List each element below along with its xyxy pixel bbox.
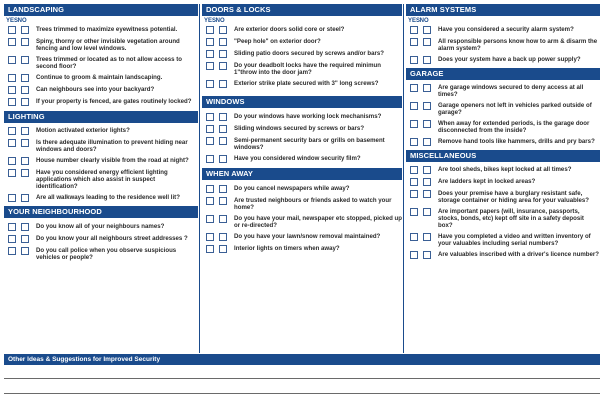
- yes-checkbox[interactable]: [206, 125, 214, 133]
- yes-checkbox[interactable]: [206, 155, 214, 163]
- checklist-question: Does your premise have a burglary resistant safe, storage container or hiding area for your valuables?: [438, 190, 590, 204]
- yes-checkbox[interactable]: [410, 138, 418, 146]
- yes-checkbox[interactable]: [410, 56, 418, 64]
- checklist-question: Have you considered window security film?: [234, 155, 361, 162]
- yes-checkbox[interactable]: [8, 98, 16, 106]
- yes-no-header: YES NO: [408, 18, 429, 24]
- checklist-question: Can neighbours see into your backyard?: [36, 86, 155, 93]
- checklist-question: Do your deadbolt locks have the required minimun 1"throw into the door jam?: [234, 62, 381, 76]
- checklist-question: Do you have your mail, newspaper etc stopped, picked up or re-directed?: [234, 215, 402, 229]
- checklist-question: House number clearly visible from the road at night?: [36, 157, 189, 164]
- yes-checkbox[interactable]: [206, 245, 214, 253]
- yes-checkbox[interactable]: [410, 208, 418, 216]
- checklist-item: [4, 157, 198, 165]
- checklist-when-away: [202, 185, 402, 253]
- checklist-item: [202, 245, 402, 253]
- checklist-question: Does your system have a back up power supply?: [438, 56, 581, 63]
- yes-checkbox[interactable]: [206, 62, 214, 70]
- section-header-windows: WINDOWS: [202, 96, 402, 108]
- yes-checkbox[interactable]: [206, 215, 214, 223]
- checklist-question: Trees trimmed or located as to not allow access to second floor?: [36, 56, 182, 70]
- no-checkbox[interactable]: [219, 125, 227, 133]
- checklist-item: [406, 26, 600, 34]
- no-checkbox[interactable]: [21, 223, 29, 231]
- column-right: [406, 4, 600, 263]
- checklist-item: [4, 38, 198, 52]
- checklist-question: Interior lights on timers when away?: [234, 245, 340, 252]
- section-header-miscellaneous: MISCELLANEOUS: [406, 150, 600, 162]
- checklist-item: [4, 247, 198, 261]
- no-checkbox[interactable]: [21, 98, 29, 106]
- checklist-garage: [406, 84, 600, 146]
- checklist-question: Have you considered energy efficient lighting applications which also assist in suspect identification?: [36, 169, 168, 190]
- checklist-item: [4, 56, 198, 70]
- no-checkbox[interactable]: [219, 137, 227, 145]
- no-checkbox[interactable]: [423, 120, 431, 128]
- checklist-question: Trees trimmed to maximize eyewitness potential.: [36, 26, 178, 33]
- yes-checkbox[interactable]: [410, 251, 418, 259]
- no-checkbox[interactable]: [423, 38, 431, 46]
- checklist-question: Are important papers (will, insurance, passports, stocks, bonds, etc) kept off site in a safety deposit box?: [438, 208, 584, 229]
- yes-checkbox[interactable]: [410, 166, 418, 174]
- no-checkbox[interactable]: [21, 127, 29, 135]
- checklist-item: [406, 38, 600, 52]
- checklist-item: [406, 84, 600, 98]
- no-checkbox[interactable]: [219, 113, 227, 121]
- checklist-item: [4, 169, 198, 190]
- yes-checkbox[interactable]: [8, 169, 16, 177]
- no-checkbox[interactable]: [219, 197, 227, 205]
- checklist-item: [4, 235, 198, 243]
- checklist-item: [406, 120, 600, 134]
- section-header-other-ideas: Other Ideas & Suggestions for Improved Security: [4, 354, 600, 365]
- checklist-item: [4, 127, 198, 135]
- yes-checkbox[interactable]: [8, 194, 16, 202]
- checklist-question: Do you know your all neighbours street addresses ?: [36, 235, 188, 242]
- no-checkbox[interactable]: [21, 38, 29, 46]
- checklist-question: Are tool sheds, bikes kept locked at all times?: [438, 166, 572, 173]
- no-checkbox[interactable]: [423, 166, 431, 174]
- checklist-landscaping: [4, 26, 198, 106]
- no-checkbox[interactable]: [21, 86, 29, 94]
- yes-checkbox[interactable]: [410, 26, 418, 34]
- checklist-question: Do you call police when you observe suspicious vehicles or people?: [36, 247, 177, 261]
- checklist-item: [202, 62, 402, 76]
- yes-checkbox[interactable]: [206, 185, 214, 193]
- no-checkbox[interactable]: [219, 155, 227, 163]
- no-checkbox[interactable]: [21, 56, 29, 64]
- no-checkbox[interactable]: [21, 194, 29, 202]
- checklist-item: [202, 215, 402, 229]
- checklist-question: Sliding windows secured by screws or bars?: [234, 125, 365, 132]
- checklist-question: All responsible persons know how to arm & disarm the alarm system?: [438, 38, 598, 52]
- no-checkbox[interactable]: [423, 178, 431, 186]
- yes-checkbox[interactable]: [206, 233, 214, 241]
- checklist-item: [202, 155, 402, 163]
- yes-checkbox[interactable]: [410, 102, 418, 110]
- yes-checkbox[interactable]: [8, 235, 16, 243]
- checklist-item: [406, 251, 600, 259]
- writing-line[interactable]: [4, 393, 600, 394]
- no-checkbox[interactable]: [423, 102, 431, 110]
- checklist-alarm-systems: [406, 26, 600, 64]
- checklist-item: [406, 56, 600, 64]
- checklist-question: Remove hand tools like hammers, drills and pry bars?: [438, 138, 595, 145]
- yes-checkbox[interactable]: [206, 137, 214, 145]
- yes-checkbox[interactable]: [410, 84, 418, 92]
- checklist-question: Do your windows have working lock mechanisms?: [234, 113, 382, 120]
- yes-checkbox[interactable]: [8, 56, 16, 64]
- no-checkbox[interactable]: [219, 233, 227, 241]
- no-checkbox[interactable]: [21, 74, 29, 82]
- yes-checkbox[interactable]: [206, 26, 214, 34]
- column-divider: [403, 4, 404, 353]
- checklist-item: [4, 194, 198, 202]
- no-checkbox[interactable]: [21, 169, 29, 177]
- no-checkbox[interactable]: [21, 26, 29, 34]
- no-checkbox[interactable]: [21, 235, 29, 243]
- no-checkbox[interactable]: [219, 245, 227, 253]
- section-header-lighting: LIGHTING: [4, 111, 198, 123]
- no-checkbox[interactable]: [219, 215, 227, 223]
- yes-checkbox[interactable]: [8, 86, 16, 94]
- checklist-item: [4, 139, 198, 153]
- section-header-landscaping: LANDSCAPING: [4, 4, 198, 16]
- checklist-item: [202, 26, 402, 34]
- checklist-question: Do you cancel newspapers while away?: [234, 185, 350, 192]
- checklist-question: Sliding patio doors secured by screws and/or bars?: [234, 50, 385, 57]
- no-checkbox[interactable]: [423, 233, 431, 241]
- no-checkbox[interactable]: [423, 190, 431, 198]
- yes-checkbox[interactable]: [410, 190, 418, 198]
- yes-checkbox[interactable]: [8, 247, 16, 255]
- checklist-miscellaneous: [406, 166, 600, 259]
- yes-checkbox[interactable]: [8, 127, 16, 135]
- yes-checkbox[interactable]: [410, 233, 418, 241]
- checklist-question: "Peep hole" on exterior door?: [234, 38, 321, 45]
- no-checkbox[interactable]: [219, 80, 227, 88]
- checklist-question: Exterior strike plate secured with 3" long screws?: [234, 80, 379, 87]
- yes-checkbox[interactable]: [8, 38, 16, 46]
- checklist-question: Semi-permanent security bars or grills on basement windows?: [234, 137, 385, 151]
- yes-checkbox[interactable]: [8, 157, 16, 165]
- yes-checkbox[interactable]: [410, 178, 418, 186]
- column-divider: [199, 4, 200, 353]
- yes-checkbox[interactable]: [206, 50, 214, 58]
- checklist-item: [202, 197, 402, 211]
- checklist-question: Are garage windows secured to deny access at all times?: [438, 84, 584, 98]
- yes-no-header: YES NO: [204, 18, 225, 24]
- no-checkbox[interactable]: [423, 84, 431, 92]
- yes-no-header: YES NO: [6, 18, 27, 24]
- checklist-item: [406, 208, 600, 229]
- checklist-item: [202, 137, 402, 151]
- checklist-question: Garage openers not left in vehicles parked outside of garage?: [438, 102, 592, 116]
- yes-checkbox[interactable]: [206, 113, 214, 121]
- checklist-item: [406, 166, 600, 174]
- no-checkbox[interactable]: [219, 185, 227, 193]
- checklist-windows: [202, 113, 402, 163]
- checklist-item: [202, 233, 402, 241]
- checklist-question: Do you have your lawn/snow removal maintained?: [234, 233, 381, 240]
- yes-checkbox[interactable]: [8, 223, 16, 231]
- checklist-question: Motion activated exterior lights?: [36, 127, 130, 134]
- no-checkbox[interactable]: [21, 139, 29, 147]
- no-checkbox[interactable]: [21, 157, 29, 165]
- checklist-question: If your property is fenced, are gates routinely locked?: [36, 98, 192, 105]
- section-header-garage: GARAGE: [406, 68, 600, 80]
- checklist-question: Have you completed a video and written inventory of your valuables including serial numbers?: [438, 233, 591, 247]
- checklist-question: When away for extended periods, is the garage door disconnected from the inside?: [438, 120, 590, 134]
- checklist-question: Are exterior doors solid core or steel?: [234, 26, 345, 33]
- checklist-question: Are all walkways leading to the residence well lit?: [36, 194, 180, 201]
- checklist-question: Are valuables inscribed with a driver's licence number?: [438, 251, 599, 258]
- yes-checkbox[interactable]: [206, 197, 214, 205]
- checklist-item: [4, 26, 198, 34]
- checklist-question: Are ladders kept in locked areas?: [438, 178, 536, 185]
- checklist-item: [406, 233, 600, 247]
- no-checkbox[interactable]: [423, 138, 431, 146]
- checklist-item: [202, 185, 402, 193]
- yes-checkbox[interactable]: [410, 120, 418, 128]
- checklist-item: [4, 223, 198, 231]
- checklist-neighbourhood: [4, 223, 198, 261]
- yes-checkbox[interactable]: [206, 80, 214, 88]
- checklist-item: [406, 190, 600, 204]
- checklist-question: Have you considered a security alarm system?: [438, 26, 574, 33]
- no-checkbox[interactable]: [219, 62, 227, 70]
- checklist-question: Are trusted neighbours or friends asked to watch your home?: [234, 197, 392, 211]
- section-header-neighbourhood: YOUR NEIGHBOURHOOD: [4, 206, 198, 218]
- no-checkbox[interactable]: [423, 208, 431, 216]
- checklist-item: [202, 125, 402, 133]
- checklist-item: [202, 50, 402, 58]
- no-checkbox[interactable]: [21, 247, 29, 255]
- checklist-item: [202, 80, 402, 88]
- checklist-item: [202, 38, 402, 46]
- yes-checkbox[interactable]: [8, 26, 16, 34]
- no-checkbox[interactable]: [219, 50, 227, 58]
- checklist-question: Do you know all of your neighbours names?: [36, 223, 165, 230]
- no-checkbox[interactable]: [219, 38, 227, 46]
- checklist-doors-locks: [202, 26, 402, 88]
- checklist-question: Spiny, thorny or other invisible vegetation around fencing and low level windows.: [36, 38, 180, 52]
- section-header-alarm-systems: ALARM SYSTEMS: [406, 4, 600, 16]
- checklist-item: [406, 102, 600, 116]
- checklist-question: Continue to groom & maintain landscaping.: [36, 74, 163, 81]
- checklist-item: [406, 138, 600, 146]
- checklist-item: [406, 178, 600, 186]
- writing-line[interactable]: [4, 378, 600, 379]
- yes-checkbox[interactable]: [8, 74, 16, 82]
- checklist-item: [202, 113, 402, 121]
- checklist-lighting: [4, 127, 198, 202]
- column-middle: [202, 4, 402, 257]
- checklist-item: [4, 86, 198, 94]
- yes-checkbox[interactable]: [8, 139, 16, 147]
- checklist-item: [4, 98, 198, 106]
- no-checkbox[interactable]: [423, 251, 431, 259]
- checklist-item: [4, 74, 198, 82]
- no-checkbox[interactable]: [423, 26, 431, 34]
- yes-checkbox[interactable]: [410, 38, 418, 46]
- checklist-question: Is there adequate illumination to prevent hiding near windows and doors?: [36, 139, 188, 153]
- yes-checkbox[interactable]: [206, 38, 214, 46]
- no-checkbox[interactable]: [219, 26, 227, 34]
- section-header-when-away: WHEN AWAY: [202, 168, 402, 180]
- section-header-doors-locks: DOORS & LOCKS: [202, 4, 402, 16]
- column-left: [4, 4, 198, 265]
- no-checkbox[interactable]: [423, 56, 431, 64]
